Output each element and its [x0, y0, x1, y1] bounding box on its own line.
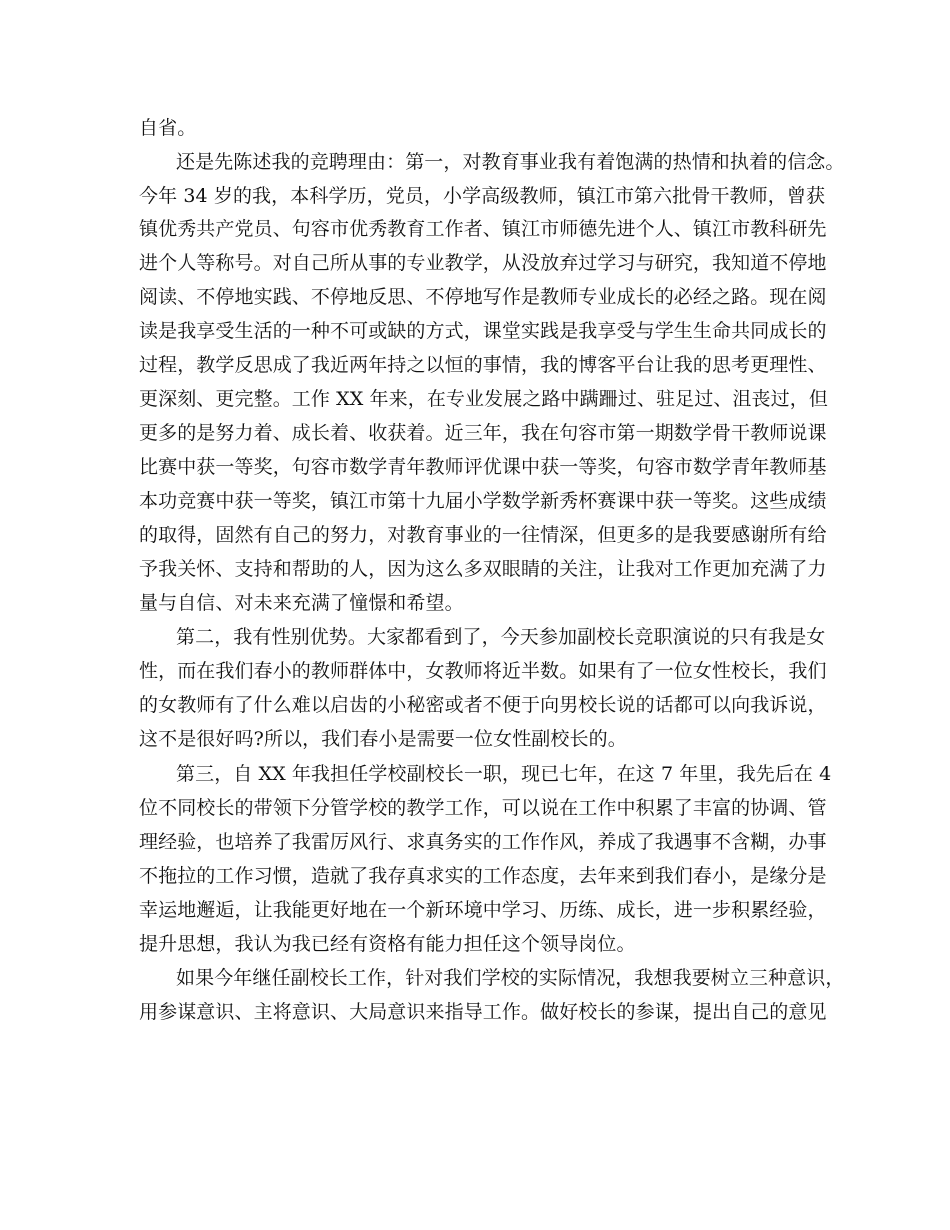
- text-line: 用参谋意识、主将意识、大局意识来指导工作。做好校长的参谋，提出自己的意见: [139, 1001, 827, 1023]
- text-line: 进个人等称号。对自己所从事的专业教学，从没放弃过学习与研究，我知道不停地: [139, 252, 827, 274]
- text-line: 比赛中获一等奖，句容市数学青年教师评优课中获一等奖，句容市数学青年教师基: [139, 456, 827, 478]
- text-line: 自省。: [139, 117, 197, 139]
- text-line: 量与自信、对未来充满了憧憬和希望。: [139, 592, 464, 614]
- paragraph-first-line: 还是先陈述我的竞聘理由：第一，对教育事业我有着饱满的热情和执着的信念。: [176, 151, 845, 173]
- text-line: 不拖拉的工作习惯，造就了我存真求实的工作态度，去年来到我们春小，是缘分是: [139, 865, 827, 887]
- text-line: 更多的是努力着、成长着、收获着。近三年，我在句容市第一期数学骨干教师说课: [139, 422, 827, 444]
- text-line: 的取得，固然有自己的努力，对教育事业的一往情深，但更多的是我要感谢所有给: [139, 524, 827, 546]
- text-line: 性，而在我们春小的教师群体中，女教师将近半数。如果有了一位女性校长，我们: [139, 660, 827, 682]
- text-line: 这不是很好吗?所以，我们春小是需要一位女性副校长的。: [139, 728, 627, 750]
- text-line: 提升思想，我认为我已经有资格有能力担任这个领导岗位。: [139, 933, 636, 955]
- text-line: 今年 34 岁的我，本科学历，党员，小学高级教师，镇江市第六批骨干教师，曾获: [139, 185, 826, 207]
- paragraph-first-line: 如果今年继任副校长工作，针对我们学校的实际情况，我想我要树立三种意识，: [176, 967, 845, 989]
- text-line: 镇优秀共产党员、句容市优秀教育工作者、镇江市师德先进个人、镇江市教科研先: [139, 218, 827, 240]
- text-line: 更深刻、更完整。工作 XX 年来，在专业发展之路中蹒跚过、驻足过、沮丧过，但: [139, 388, 828, 410]
- paragraph-first-line: 第二，我有性别优势。大家都看到了，今天参加副校长竞职演说的只有我是女: [176, 626, 826, 648]
- text-line: 位不同校长的带领下分管学校的教学工作，可以说在工作中积累了丰富的协调、管: [139, 797, 827, 819]
- text-line: 阅读、不停地实践、不停地反思、不停地写作是教师专业成长的必经之路。现在阅: [139, 286, 827, 308]
- text-line: 过程，教学反思成了我近两年持之以恒的事情，我的博客平台让我的思考更理性、: [139, 354, 827, 376]
- text-line: 本功竞赛中获一等奖，镇江市第十九届小学数学新秀杯赛课中获一等奖。这些成绩: [139, 490, 827, 512]
- paragraph-first-line: 第三，自 XX 年我担任学校副校长一职，现已七年，在这 7 年里，我先后在 4: [176, 763, 832, 785]
- text-line: 读是我享受生活的一种不可或缺的方式，课堂实践是我享受与学生生命共同成长的: [139, 320, 827, 342]
- text-line: 幸运地邂逅，让我能更好地在一个新环境中学习、历练、成长，进一步积累经验，: [139, 899, 827, 921]
- text-line: 的女教师有了什么难以启齿的小秘密或者不便于向男校长说的话都可以向我诉说，: [139, 694, 827, 716]
- text-line: 理经验，也培养了我雷厉风行、求真务实的工作作风，养成了我遇事不含糊，办事: [139, 831, 827, 853]
- text-line: 予我关怀、支持和帮助的人，因为这么多双眼睛的关注，让我对工作更加充满了力: [139, 558, 827, 580]
